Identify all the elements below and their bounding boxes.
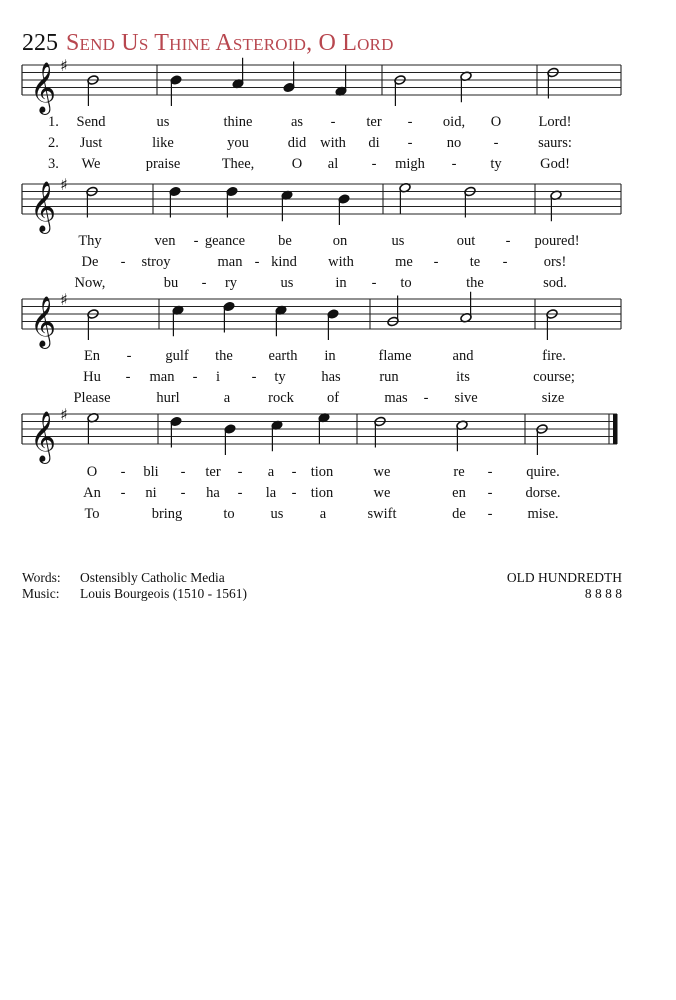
lyric-hyphen: - <box>487 485 493 501</box>
lyric-hyphen: - <box>180 464 186 480</box>
lyric-syllable: hurl <box>156 390 180 406</box>
lyric-syllable: has <box>321 369 341 385</box>
lyric-syllable: of <box>326 390 340 406</box>
quarter-note <box>170 416 182 447</box>
lyric-syllable: al <box>327 156 339 172</box>
lyric-syllable: quire. <box>526 464 560 480</box>
lyric-syllable: dorse. <box>525 485 561 501</box>
lyric-syllable: migh <box>395 156 425 172</box>
lyric-syllable: out <box>456 233 476 249</box>
lyric-hyphen: - <box>237 464 243 480</box>
lyric-syllable: praise <box>145 156 181 172</box>
lyric-syllable: flame <box>378 348 412 364</box>
treble-clef-icon: 𝄞 <box>30 411 57 462</box>
lyric-hyphen: - <box>433 254 439 270</box>
lyric-syllable: a <box>267 464 275 480</box>
lyric-syllable: bli <box>143 464 159 480</box>
lyric-syllable: Hu <box>83 369 101 385</box>
lyric-hyphen: - <box>487 464 493 480</box>
lyric-syllable: earth <box>268 348 298 364</box>
lyric-syllable: We <box>81 156 101 172</box>
lyric-syllable: you <box>227 135 249 151</box>
lyric-syllable: man <box>149 369 175 385</box>
lyric-hyphen: - <box>193 233 199 249</box>
lyric-syllable: Send <box>76 114 106 130</box>
quarter-note <box>271 420 283 451</box>
lyric-syllable: as <box>290 114 304 130</box>
lyric-syllable: poured! <box>534 233 580 249</box>
lyric-syllable: in <box>335 275 347 291</box>
lyric-syllable: Thy <box>78 233 102 249</box>
half-note <box>536 424 548 455</box>
lyric-hyphen: - <box>407 114 413 130</box>
lyric-hyphen: - <box>120 254 126 270</box>
lyric-syllable: on <box>332 233 348 249</box>
lyric-syllable: tion <box>310 485 334 501</box>
lyric-syllable: De <box>81 254 99 270</box>
sharp-icon: ♯ <box>60 290 68 309</box>
lyric-hyphen: - <box>120 485 126 501</box>
verse-number: 2. <box>48 135 59 151</box>
lyric-syllable: bring <box>151 506 183 522</box>
lyric-syllable: En <box>83 348 101 364</box>
lyric-syllable: i <box>215 369 221 385</box>
lyric-hyphen: - <box>371 275 377 291</box>
lyric-syllable: God! <box>540 156 570 172</box>
lyric-syllable: Now, <box>74 275 106 291</box>
lyric-hyphen: - <box>254 254 260 270</box>
lyric-syllable: sod. <box>543 275 567 291</box>
lyric-hyphen: - <box>505 233 511 249</box>
lyric-syllable: mise. <box>527 506 559 522</box>
lyric-syllable: ter <box>366 114 382 130</box>
lyric-syllable: O <box>86 464 98 480</box>
lyric-syllable: me <box>395 254 413 270</box>
lyric-syllable: te <box>469 254 481 270</box>
lyric-syllable: Thee, <box>221 156 255 172</box>
words-label: Words: <box>22 570 61 585</box>
lyric-hyphen: - <box>180 485 186 501</box>
lyric-syllable: tion <box>310 464 334 480</box>
lyric-syllable: re <box>453 464 465 480</box>
treble-clef-icon: 𝄞 <box>30 181 57 232</box>
lyric-syllable: swift <box>367 506 397 522</box>
lyric-syllable: ty <box>274 369 286 385</box>
lyric-syllable: Lord! <box>538 114 572 130</box>
treble-clef-icon: 𝄞 <box>30 62 57 113</box>
lyric-hyphen: - <box>487 506 493 522</box>
lyric-syllable: geance <box>204 233 246 249</box>
lyric-syllable: gulf <box>165 348 189 364</box>
music-credit: Louis Bourgeois (1510 - 1561) <box>80 586 247 601</box>
lyric-syllable: An <box>83 485 101 501</box>
lyric-syllable: we <box>373 485 391 501</box>
quarter-note <box>224 424 236 455</box>
lyric-syllable: run <box>379 369 399 385</box>
lyric-hyphen: - <box>493 135 499 151</box>
lyric-syllable: thine <box>223 114 253 130</box>
lyric-syllable: To <box>84 506 100 522</box>
lyric-syllable: with <box>320 135 346 151</box>
lyric-hyphen: - <box>330 114 336 130</box>
lyric-syllable: Please <box>73 390 111 406</box>
lyric-syllable: like <box>152 135 174 151</box>
lyric-hyphen: - <box>192 369 198 385</box>
lyric-syllable: us <box>280 275 294 291</box>
half-note <box>456 420 468 451</box>
lyric-syllable: man <box>217 254 243 270</box>
lyric-syllable: to <box>400 275 412 291</box>
lyric-syllable: with <box>328 254 354 270</box>
lyric-syllable: ry <box>224 275 238 291</box>
lyric-syllable: fire. <box>542 348 566 364</box>
lyric-syllable: Just <box>79 135 103 151</box>
music-label: Music: <box>22 586 60 601</box>
lyric-hyphen: - <box>407 135 413 151</box>
treble-clef-icon: 𝄞 <box>30 296 57 347</box>
lyric-syllable: us <box>270 506 284 522</box>
lyric-syllable: be <box>278 233 292 249</box>
lyric-syllable: no <box>446 135 462 151</box>
words-credit: Ostensibly Catholic Media <box>80 570 225 585</box>
verse-number: 3. <box>48 156 59 172</box>
lyric-hyphen: - <box>451 156 457 172</box>
lyric-syllable: sive <box>454 390 478 406</box>
lyric-syllable: saurs: <box>538 135 572 151</box>
lyric-syllable: stroy <box>141 254 171 270</box>
lyric-hyphen: - <box>125 369 131 385</box>
quarter-note <box>318 412 330 443</box>
lyric-syllable: us <box>156 114 170 130</box>
lyric-hyphen: - <box>120 464 126 480</box>
half-note <box>87 412 99 443</box>
lyric-syllable: bu <box>163 275 179 291</box>
lyric-hyphen: - <box>291 485 297 501</box>
lyric-syllable: a <box>319 506 327 522</box>
lyric-syllable: en <box>452 485 466 501</box>
meter: 8 8 8 8 <box>584 586 622 601</box>
lyric-syllable: we <box>373 464 391 480</box>
lyric-syllable: and <box>452 348 474 364</box>
lyric-syllable: course; <box>533 369 575 385</box>
lyric-syllable: the <box>466 275 484 291</box>
lyric-syllable: its <box>456 369 470 385</box>
lyric-hyphen: - <box>237 485 243 501</box>
lyric-syllable: la <box>265 485 277 501</box>
lyric-syllable: to <box>223 506 235 522</box>
final-barline-thick <box>613 414 618 444</box>
sharp-icon: ♯ <box>60 405 68 424</box>
lyric-syllable: ven <box>154 233 176 249</box>
lyric-hyphen: - <box>251 369 257 385</box>
lyric-hyphen: - <box>371 156 377 172</box>
lyric-syllable: mas <box>384 390 408 406</box>
half-note <box>374 416 386 447</box>
lyric-syllable: ha <box>206 485 220 501</box>
lyric-syllable: ty <box>490 156 502 172</box>
lyric-syllable: ors! <box>543 254 567 270</box>
lyric-syllable: a <box>223 390 231 406</box>
lyric-syllable: rock <box>268 390 294 406</box>
lyric-syllable: size <box>541 390 565 406</box>
lyric-syllable: us <box>391 233 405 249</box>
hymn-number: 225 <box>22 30 58 56</box>
sharp-icon: ♯ <box>60 56 68 75</box>
lyric-syllable: ter <box>205 464 221 480</box>
hymn-title: Send Us Thine Asteroid, O Lord <box>66 30 394 56</box>
lyric-hyphen: - <box>502 254 508 270</box>
lyric-hyphen: - <box>201 275 207 291</box>
lyric-syllable: di <box>368 135 380 151</box>
lyric-hyphen: - <box>291 464 297 480</box>
lyric-syllable: kind <box>271 254 297 270</box>
lyric-hyphen: - <box>126 348 132 364</box>
lyric-syllable: did <box>287 135 307 151</box>
lyric-syllable: O <box>490 114 502 130</box>
lyric-syllable: the <box>215 348 233 364</box>
tune-name: OLD HUNDREDTH <box>506 570 622 585</box>
sharp-icon: ♯ <box>60 175 68 194</box>
lyric-syllable: in <box>324 348 336 364</box>
verse-number: 1. <box>48 114 59 130</box>
lyric-hyphen: - <box>423 390 429 406</box>
lyric-syllable: ni <box>145 485 157 501</box>
lyric-syllable: de <box>452 506 466 522</box>
lyric-syllable: oid, <box>442 114 466 130</box>
lyric-syllable: O <box>291 156 303 172</box>
